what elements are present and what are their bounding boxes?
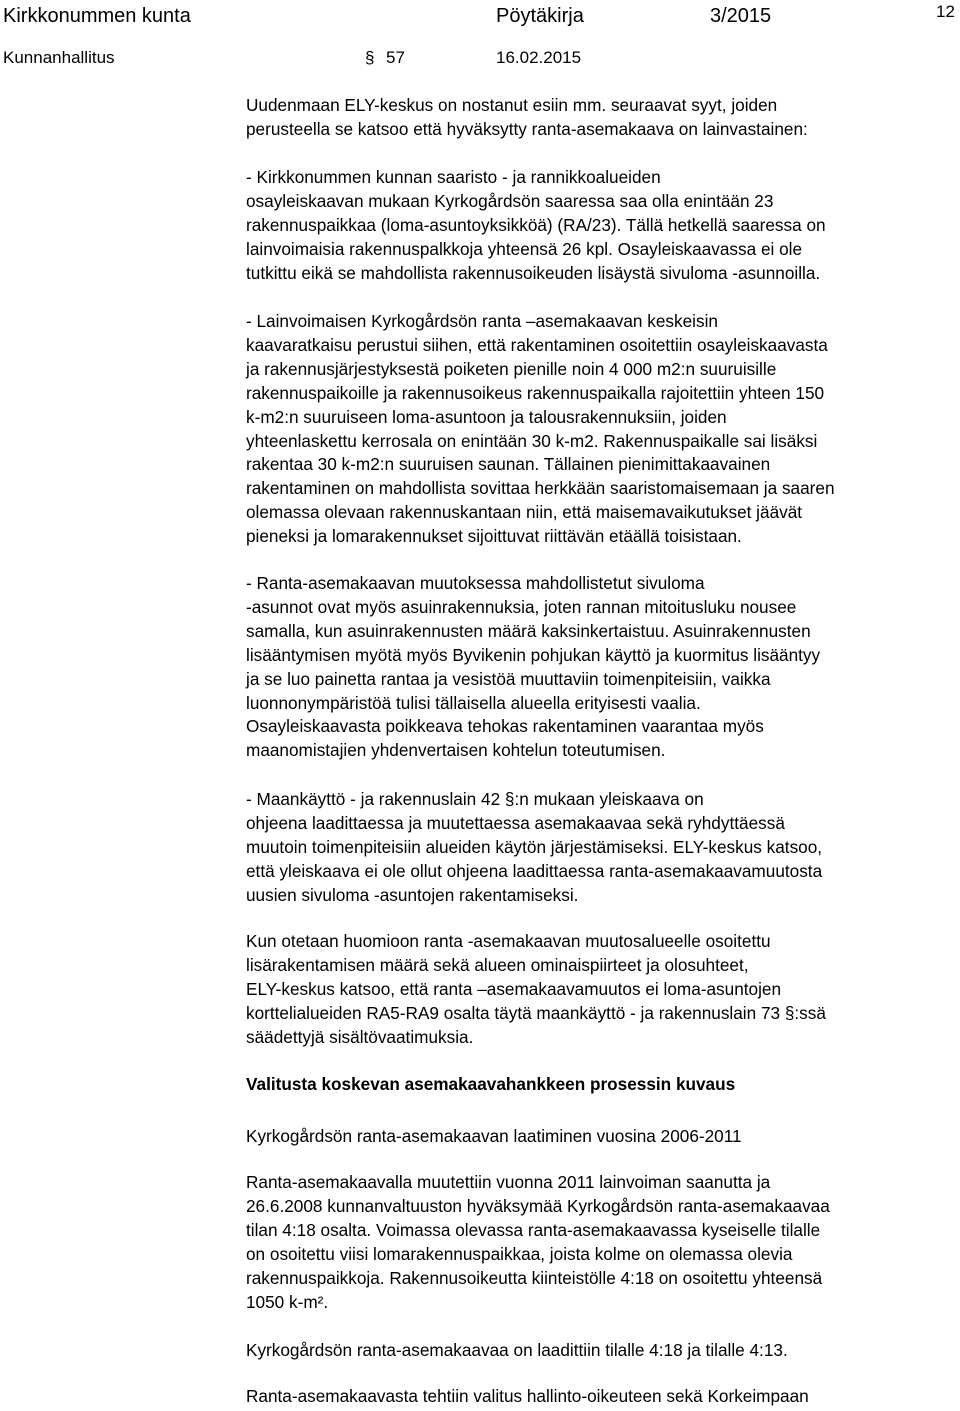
- conclusion-paragraph: Kun otetaan huomioon ranta -asemakaavan muutosalueelle osoitettu lisärakentamisen määrä sekä alueen ominaispiirteet ja olosuhteet, ELY-keskus katsoo, että ranta –asemakaavamuutos ei loma-asuntojen korttelialueiden RA5-RA9 osalta täytä maankäyttö - ja rakennuslain 73 §:ssä säädettyjä sisältövaatimuksia.: [246, 931, 826, 1047]
- process-paragraph-2: Ranta-asemakaavalla muutettiin vuonna 2011 lainvoiman saanutta ja 26.6.2008 kunnanvaltuuston hyväksymää Kyrkogårdsön ranta-asemakaavaa tilan 4:18 osalta. Voimassa olevassa ranta-asemakaavassa kyseiselle tilalle on osoitettu viisi lomarakennuspaikkaa, joista kolme on olemassa olevia rakennuspaikkoja. Rakennusoikeutta kiinteistölle 4:18 on osoitettu yhteensä 1050 k-m².: [246, 1172, 830, 1312]
- objection-paragraph-3: - Ranta-asemakaavan muutoksessa mahdollistetut sivuloma -asunnot ovat myös asuinrakennuksia, joten rannan mitoitusluku nousee samalla, kun asuinrakennusten määrä kaksinkertaistuu. Asuinrakennusten lisääntymisen myötä myös Byvikenin pohjukan käyttö ja kuormitus lisääntyy ja se luo painetta rantaa ja vesistöä muuttaviin toimenpiteisiin, vaikka luonnonympäristöä tulisi tällaisella alueella erityisesti vaalia. Osayleiskaavasta poikkeava tehokas rakentaminen vaarantaa myös maanomistajien yhdenvertaisen kohtelun toteutumisen.: [246, 573, 821, 761]
- section-number: 57: [386, 48, 405, 67]
- objection-paragraph-1: - Kirkkonummen kunnan saaristo - ja rannikkoalueiden osayleiskaavan mukaan Kyrkogårdsön saaressa saa olla enintään 23 rakennuspaikkaa (loma-asuntoyksikköä) (RA/23). Tällä hetkellä saaressa on lainvoimaisia rakennuspalkkoja yhteensä 26 kpl. Osayleiskaavassa ei ole tutkittu eikä se mahdollista rakennusoikeuden lisäystä sivuloma -asunnoilla.: [246, 167, 826, 283]
- meeting-date: 16.02.2015: [496, 48, 582, 67]
- process-paragraph-3: Kyrkogårdsön ranta-asemakaavaa on laadittiin tilalle 4:18 ja tilalle 4:13.: [246, 1340, 788, 1360]
- organization-name: Kirkkonummen kunta: [3, 5, 191, 27]
- process-paragraph-1: Kyrkogårdsön ranta-asemakaavan laatiminen vuosina 2006-2011: [246, 1126, 742, 1146]
- section-symbol: §: [365, 48, 375, 67]
- page-number: 12: [936, 2, 955, 21]
- document-number: 3/2015: [710, 5, 772, 27]
- intro-paragraph: Uudenmaan ELY-keskus on nostanut esiin mm. seuraavat syyt, joiden perusteella se katsoo että hyväksytty ranta-asemakaava on lainvastainen:: [246, 95, 808, 139]
- process-paragraph-4: Ranta-asemakaavasta tehtiin valitus hallinto-oikeuteen sekä Korkeimpaan: [246, 1386, 809, 1406]
- objection-paragraph-2: - Lainvoimaisen Kyrkogårdsön ranta –asemakaavan keskeisin kaavaratkaisu perustui siihen, että rakentaminen osoitettiin osayleiskaavasta ja rakennusjärjestyksestä poiketen pienille noin 4 000 m2:n suuruisille rakennuspaikoille ja rakennusoikeus rakennuspaikalla rajoitettiin yhteen 150 k-m2:n suuruiseen loma-asuntoon ja talousrakennuksiin, joiden yhteenlaskettu kerrosala on enintään 30 k-m2. Rakennuspaikalle sai lisäksi rakentaa 30 k-m2:n suuruisen saunan. Tällainen pienimittakaavainen rakentaminen on mahdollista sovittaa herkkään saaristomaisemaan ja saaren olemassa olevaan rakennuskantaan niin, että maisemavaikutukset jäävät pieneksi ja lomarakennukset sijoittuvat riittävän etäällä toisistaan.: [246, 311, 835, 547]
- section-heading: Valitusta koskevan asemakaavahankkeen prosessin kuvaus: [246, 1074, 736, 1094]
- body-name: Kunnanhallitus: [3, 48, 115, 67]
- document-type: Pöytäkirja: [496, 5, 584, 27]
- objection-paragraph-4: - Maankäyttö - ja rakennuslain 42 §:n mukaan yleiskaava on ohjeena laadittaessa ja muutettaessa asemakaavaa sekä ryhdyttäessä muutoin toimenpiteisiin alueiden käytön järjestämiseksi. ELY-keskus katsoo, että yleiskaava ei ole ollut ohjeena laadittaessa ranta-asemakaavamuutosta uusien sivuloma -asuntojen rakentamiseksi.: [246, 789, 823, 905]
